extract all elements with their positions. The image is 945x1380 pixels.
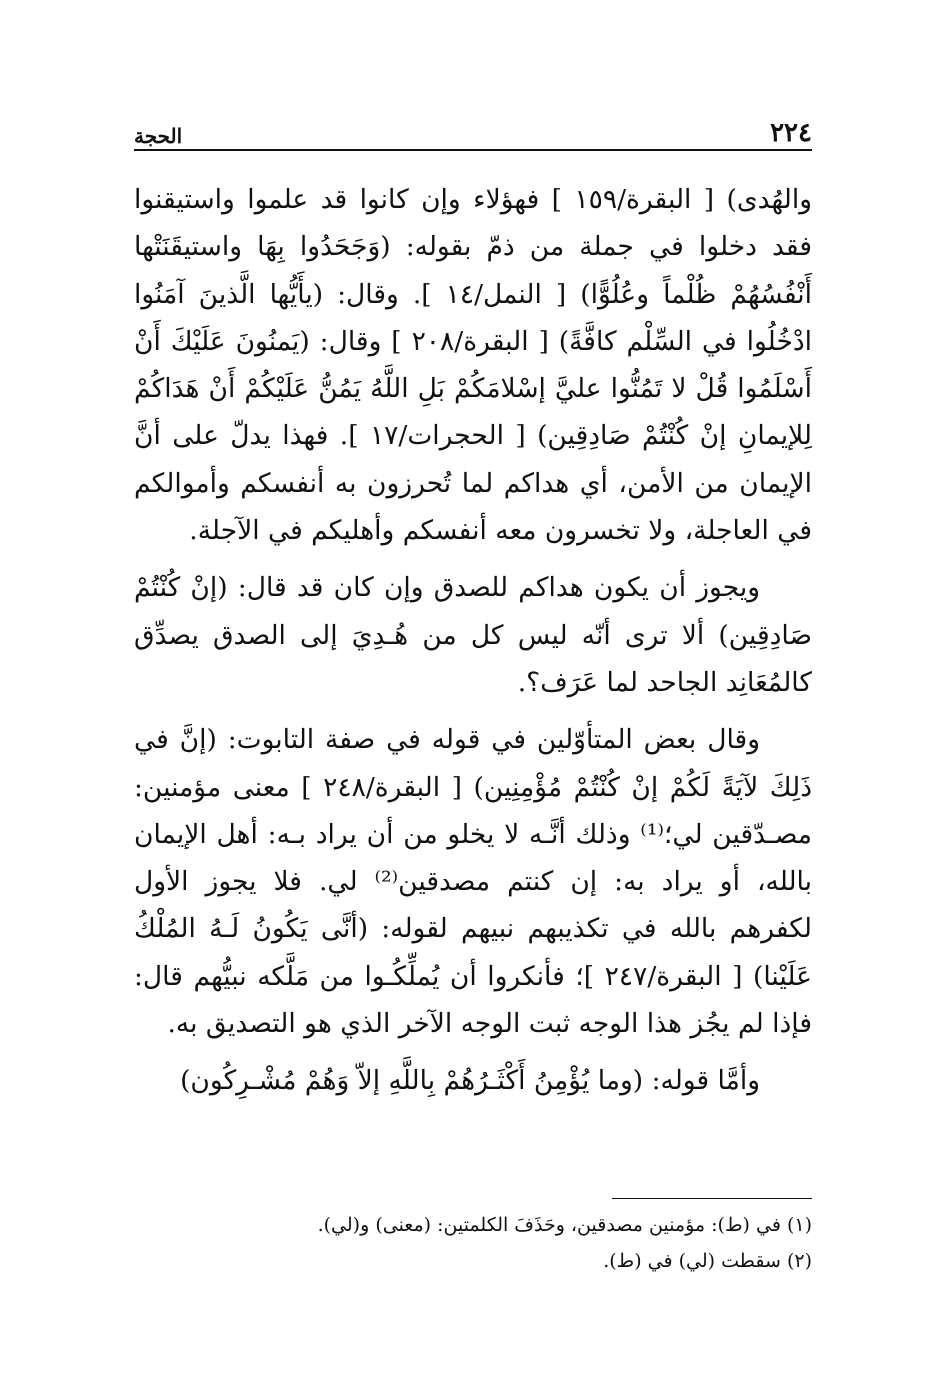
running-title: الحجة [134, 124, 183, 148]
paragraph-2: ويجوز أن يكون هداكم للصدق وإن كان قد قال: (إنْ كُنْتُمْ صَادِقِين) ألا ترى أنّه ليس كل من هُـدِيَ إلى الصدق يصدِّق كالمُعَانِد الجاحد لما عَرَف؟. [134, 572, 812, 698]
footnote-2: (٢) سقطت (لي) في (ط). [603, 1250, 812, 1272]
header-rule [134, 149, 812, 151]
paragraph-3: وقال بعض المتأوّلين في قوله في صفة التابوت: (إنَّ في ذَلِكَ لآيَةً لَكُمْ إنْ كُنْتُمْ مُؤْمِنِين) [ البقرة/٢٤٨ ] معنى مؤمنين: مصـدّقين لي؛⁽¹⁾ وذلك أنَّـه لا يخلو من أن يراد بـه: أهل الإيمان بالله، أو يراد به: إن كنتم مصدقين⁽²⁾ لي. فلا يجوز الأول لكفرهم بالله في تكذيبهم نبيهم لقوله: (أنَّى يَكُونُ لَـهُ المُلْكُ عَلَيْنا) [ البقرة/٢٤٧ ]؛ فأنكروا أن يُملِّكُـوا من مَلَّكه نبيُّهم قال: فإذا لم يجُز هذا الوجه ثبت الوجه الآخر الذي هو التصديق به. [134, 724, 813, 1040]
paragraph-4: وأمَّا قوله: (وما يُؤْمِنُ أَكْثَـرُهُمْ بِاللَّهِ إلاّ وَهُمْ مُشْـرِكُون) [180, 1065, 760, 1097]
footnotes [134, 1207, 812, 1279]
footnote-1: (١) في (ط): مؤمنين مصدقين، وحَذَفَ الكلمتين: (معنى) و(لي). [317, 1214, 812, 1236]
main-text [134, 176, 812, 1115]
paragraph-1: والهُدى) [ البقرة/١٥٩ ] فهؤلاء وإن كانوا قد علموا واستيقنوا فقد دخلوا في جملة من ذمّ بقوله: (وَجَحَدُوا بِهَا واستيقَنَتْها أَنْفُسُهُمْ ظُلْماً وعُلُوًّا) [ النمل/١٤ ]. وقال: (يأَيُّها الَّذينَ آمَنُوا ادْخُلُوا في السِّلْم كافَّةً) [ البقرة/٢٠٨ ] وقال: (يَمنُونَ عَلَيْكَ أَنْ أَسْلَمُوا قُلْ لا تَمُنُّوا عليَّ إسْلامَكُمْ بَلِ اللَّهُ يَمُنُّ عَلَيْكُمْ أَنْ هَدَاكُمْ لِلإيمانِ إنْ كُنْتُمْ صَادِقِين) [ الحجرات/١٧ ]. فهذا يدلّ على أنَّ الإيمان من الأمن، أي هداكم لما تُحرزون به أنفسكم وأموالكم في العاجلة، ولا تخسرون معه أنفسكم وأهليكم في الآجلة. [134, 184, 812, 547]
footnote-rule [612, 1198, 812, 1199]
page-number: ٢٢٤ [770, 118, 812, 148]
page-header [134, 112, 812, 148]
